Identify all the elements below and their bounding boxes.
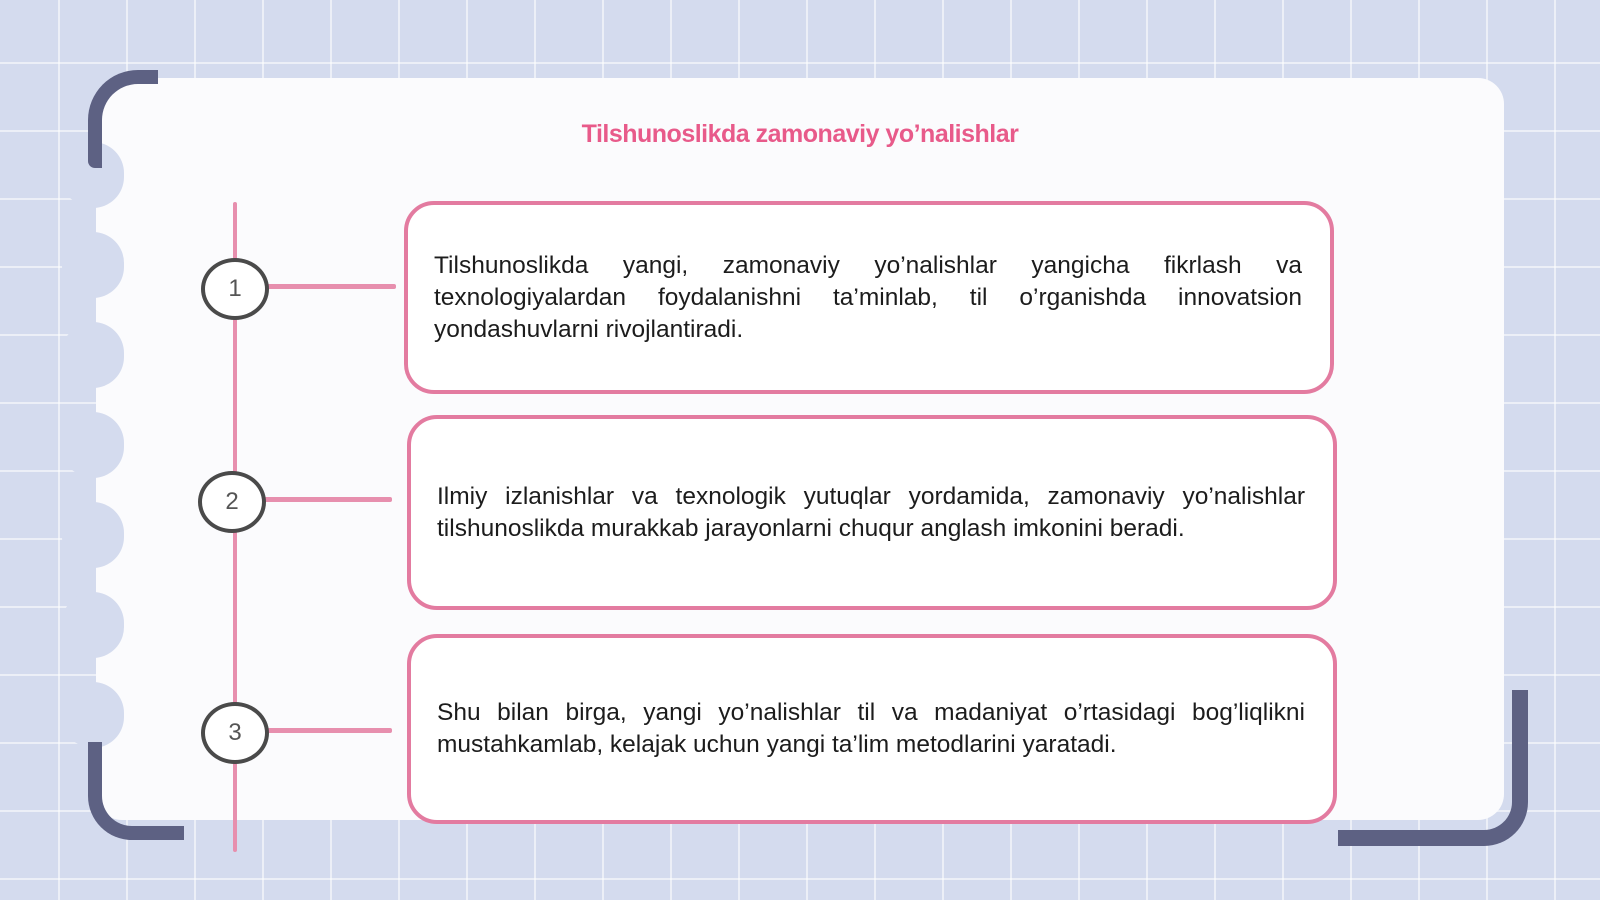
- timeline-connector: [262, 497, 392, 502]
- corner-bracket-top-left: [88, 70, 158, 168]
- corner-bracket-bottom-left: [88, 742, 184, 840]
- timeline-connector: [266, 728, 392, 733]
- corner-bracket-bottom-right: [1338, 690, 1528, 846]
- step-card-text: Shu bilan birga, yangi yo’nalishlar til va madaniyat o’rtasidagi bog’liqlikni mustahkamlab, kelajak uchun yangi ta’lim metodlarini yaratadi.: [437, 699, 1305, 758]
- step-number-badge: 3: [201, 702, 269, 764]
- sheet-notch: [62, 592, 124, 658]
- step-card-text: Tilshunoslikda yangi, zamonaviy yo’nalishlar yangicha fikrlash va texnologiyalardan foydalanishni ta’minlab, til o’rganishda innovatsion yondashuvlarni rivojlantiradi.: [434, 251, 1302, 343]
- step-card: [404, 201, 1334, 394]
- step-card: [407, 415, 1337, 610]
- step-card: [407, 634, 1337, 824]
- sheet-notch: [62, 412, 124, 478]
- step-number-badge: 1: [201, 258, 269, 320]
- sheet-notch: [62, 682, 124, 748]
- timeline-connector: [266, 284, 396, 289]
- slide-title: Tilshunoslikda zamonaviy yo’nalishlar: [581, 120, 1019, 148]
- step-number-badge: 2: [198, 471, 266, 533]
- step-card-text: Ilmiy izlanishlar va texnologik yutuqlar yordamida, zamonaviy yo’nalishlar tilshunoslikda murakkab jarayonlarni chuqur anglash imkonini beradi.: [437, 482, 1305, 542]
- sheet-notch: [62, 502, 124, 568]
- sheet-notch: [62, 322, 124, 388]
- sheet-notch: [62, 232, 124, 298]
